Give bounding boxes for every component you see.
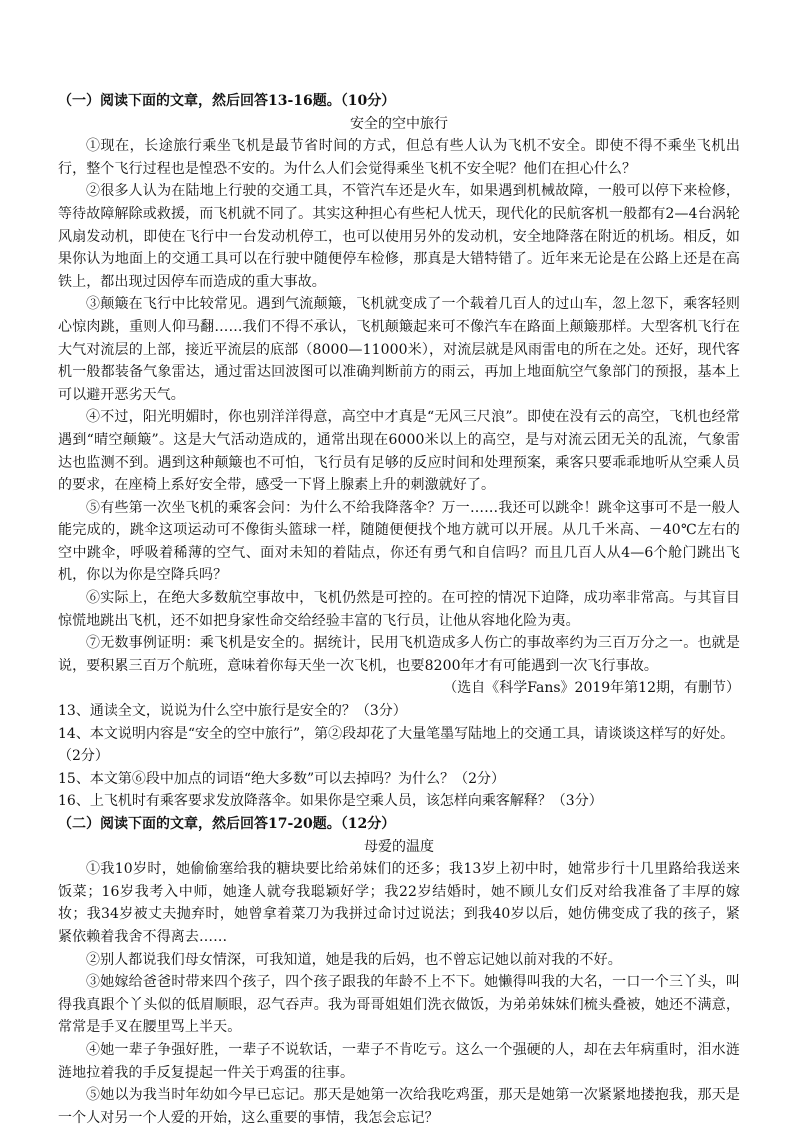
- section1-paragraph: ⑦无数事例证明：乘飞机是安全的。据统计，民用飞机造成多人伤亡的事故率约为三百万分之一。也就是说，要积累三百万个航班，意味着你每天坐一次飞机，也要8200年才有可能遇到一次飞行事故。: [58, 635, 740, 674]
- section2-paragraph: ③她嫁给爸爸时带来四个孩子，四个孩子跟我的年龄不上不下。她懒得叫我的大名，一口一个三丫头，叫得我真跟个丫头似的低眉顺眼，忍气吞声。我为哥哥姐姐们洗衣做饭，为弟弟妹妹们梳头叠被，她还不满意，常常是手叉在腰里骂上半天。: [58, 974, 740, 1036]
- section2-heading: （二）阅读下面的文章，然后回答17-20题。（12分）: [58, 816, 396, 832]
- section1-paragraph: ④不过，阳光明媚时，你也别洋洋得意，高空中才真是“无风三尺浪”。即使在没有云的高空，飞机也经常遇到“晴空颠簸”。这是大气活动造成的，通常出现在6000米以上的高空，是与对流云团无关的乱流，气象雷达也监测不到。遇到这种颠簸也不可怕，飞行员有足够的反应时间和处理预案，乘客只要乖乖地听从空乘人员的要求，在座椅上系好安全带，感受一下肾上腺素上升的刺激就好了。: [58, 409, 740, 494]
- section2-paragraph: ①我10岁时，她偷偷塞给我的糖块要比给弟妹们的还多；我13岁上初中时，她常步行十几里路给我送来饭菜；16岁我考入中师，她逢人就夸我聪颖好学；我22岁结婚时，她不顾儿女们反对给我准备了丰厚的嫁妆；我34岁被丈夫抛弃时，她曾拿着菜刀为我拼过命讨过说法；到我40岁以后，她仿佛变成了我的孩子，紧紧依赖着我舍不得离去……: [58, 861, 740, 945]
- section1-heading: （一）阅读下面的文章，然后回答13-16题。（10分）: [58, 93, 396, 109]
- section1-paragraph: ②很多人认为在陆地上行驶的交通工具，不管汽车还是火车，如果遇到机械故障，一般可以停下来检修，等待故障解除或救援，而飞机就不同了。其实这种担心有些杞人忧天，现代化的民航客机一般都有2—4台涡轮风扇发动机，即使在飞行中一台发动机停工，也可以使用另外的发动机，安全地降落在附近的机场。相反，如果你认为地面上的交通工具可以在行驶中随便停车检修，那真是大错特错了。近年来无论是在公路上还是在高铁上，都出现过因停车而造成的重大事故。: [58, 183, 740, 290]
- source-citation: （选自《科学Fans》2019年第12期，有删节）: [443, 680, 740, 697]
- section2-paragraph: ④她一辈子争强好胜，一辈子不说软话，一辈子不肯吃亏。这么一个强硬的人，却在去年病重时，泪水涟涟地拉着我的手反复提起一件关于鸡蛋的往事。: [58, 1041, 740, 1081]
- section2-paragraph: ②别人都说我们母女情深，可我知道，她是我的后妈，也不曾忘记她以前对我的不好。: [86, 951, 622, 968]
- section1-title: 安全的空中旅行: [350, 115, 448, 132]
- exam-page: [58, 90, 740, 1129]
- question-14: 14、本文说明内容是“安全的空中旅行”，第②段却花了大量笔墨写陆地上的交通工具，请谈谈这样写的好处。（2分）: [58, 725, 735, 765]
- section1-paragraph: ⑥实际上，在绝大多数航空事故中，飞机仍然是可控的。在可控的情况下迫降，成功率非常高。与其盲目惊慌地跳出飞机，还不如把身家性命交给经验丰富的飞行员，让他从容地化险为夷。: [58, 590, 740, 629]
- section1-paragraph: ③颠簸在飞行中比较常见。遇到气流颠簸，飞机就变成了一个载着几百人的过山车，忽上忽下，乘客轻则心惊肉跳，重则人仰马翻……我们不得不承认，飞机颠簸起来可不像汽车在路面上颠簸那样。大型客机飞行在大气对流层的上部，接近平流层的底部（8000—11000米），对流层就是风雨雷电的所在之处。还好，现代客机一般都装备气象雷达，通过雷达回波图可以准确判断前方的雨云，再加上地面航空气象部门的预报，基本上可以避开恶劣天气。: [58, 296, 740, 403]
- section2-paragraph: ⑤她以为我当时年幼如今早已忘记。那天是她第一次给我吃鸡蛋，那天是她第一次紧紧地搂抱我，那天是一个人对另一个人爱的开始，这么重要的事情，我怎会忘记？: [58, 1087, 740, 1126]
- section1-paragraph: ⑤有些第一次坐飞机的乘客会问：为什么不给我降落伞？万一……我还可以跳伞！跳伞这事可不是一般人能完成的，跳伞这项运动可不像街头篮球一样，随随便便找个地方就可以开展。从几千米高、－40℃左右的空中跳伞，呼吸着稀薄的空气、面对未知的着陆点，你还有勇气和自信吗？而且几百人从4—6个舱门跳出飞机，你以为你是空降兵吗？: [58, 499, 740, 584]
- question-16: 16、上飞机时有乘客要求发放降落伞。如果你是空乘人员，该怎样向乘客解释？（3分）: [58, 793, 603, 810]
- question-13: 13、通读全文，说说为什么空中旅行是安全的？（3分）: [58, 703, 407, 720]
- section2-title: 母爱的温度: [364, 838, 434, 855]
- question-15: 15、本文第⑥段中加点的词语“绝大多数”可以去掉吗？为什么？（2分）: [58, 770, 506, 787]
- section1-paragraph: ①现在，长途旅行乘坐飞机是最节省时间的方式，但总有些人认为飞机不安全。即使不得不乘坐飞机出行，整个飞行过程也是惶恐不安的。为什么人们会觉得乘坐飞机不安全呢？他们在担心什么？: [58, 138, 740, 177]
